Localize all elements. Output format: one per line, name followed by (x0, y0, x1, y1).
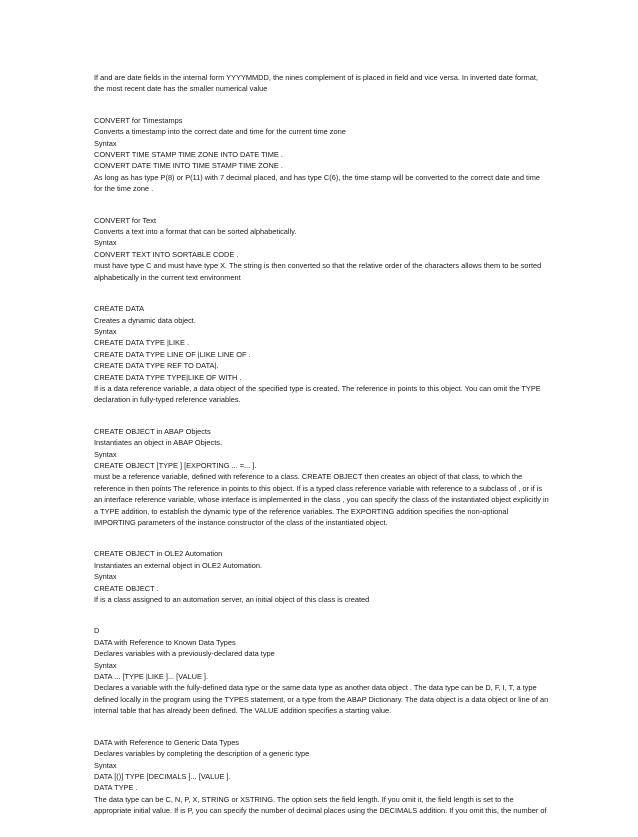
section-heading: DATA with Reference to Known Data Types (94, 637, 236, 647)
text-line: appropriate initial value. If is P, you can specify the number of decimal places using the DECIMALS addition. If you omit this, the number of (94, 806, 547, 816)
text-line: CREATE OBJECT . (94, 583, 159, 593)
section-data-generic-types (94, 737, 550, 817)
text-line: DATA ... [TYPE |LIKE ]... [VALUE ]. (94, 672, 209, 682)
text-line: CONVERT DATE TIME INTO TIME STAMP TIME ZONE . (94, 161, 283, 171)
text-line: Instantiates an object in ABAP Objects. (94, 438, 223, 448)
text-line: declaration in fully-typed reference variables. (94, 395, 241, 405)
section-create-object-abap (94, 426, 550, 529)
text-line: Syntax (94, 449, 117, 459)
text-line: Declares variables with a previously-declared data type (94, 649, 275, 659)
section-data-known-types (94, 625, 550, 716)
text-line: IMPORTING parameters of the instance constructor of the class of the instantiated object. (94, 518, 388, 527)
text-line: Creates a dynamic data object. (94, 315, 196, 325)
text-line: CREATE OBJECT [TYPE ] [EXPORTING ... =... ]. (94, 460, 257, 470)
text-line: Syntax (94, 760, 117, 770)
text-line: Syntax (94, 572, 117, 582)
text-line: Converts a timestamp into the correct date and time for the current time zone (94, 127, 346, 137)
section-create-object-ole2 (94, 548, 550, 605)
text-line: alphabetically in the current text environment (94, 272, 241, 282)
text-line: If and are date fields in the internal form YYYYMMDD, the nines complement of is placed in field and vice versa. In inverted date format, (94, 73, 538, 82)
text-line: CREATE DATA TYPE REF TO DATA|. (94, 361, 219, 371)
text-line: an interface reference variable, whose interface is implemented in the class , you can specify the class of the instantiated object explicitly in (94, 495, 549, 505)
text-line: must be a reference variable, defined with reference to a class. CREATE OBJECT then creates an object of that class, to which the (94, 472, 523, 482)
text-line: Syntax (94, 138, 117, 148)
text-line: Declares variables by completing the description of a generic type (94, 749, 310, 759)
text-line: a TYPE addition, to establish the dynamic type of the reference variables. The EXPORTING addition specifies the non-optional (94, 506, 509, 516)
section-convert-text (94, 215, 550, 283)
text-line: defined locally in the program using the TYPES statement, or a type from the ABAP Dictionary. The data object is a data object or line of an (94, 694, 549, 704)
text-line: The data type can be C, N, P, X, STRING or XSTRING. The option sets the field length. If you omit it, the field length is set to the (94, 794, 514, 804)
text-line: DATA TYPE . (94, 783, 138, 793)
text-line: If is a class assigned to an automation server, an initial object of this class is created (94, 595, 370, 605)
document-page (94, 72, 550, 837)
letter-heading: D (94, 626, 100, 636)
section-create-data (94, 303, 550, 406)
section-heading: CREATE OBJECT in ABAP Objects (94, 426, 211, 436)
text-line: CONVERT TIME STAMP TIME ZONE INTO DATE TIME . (94, 150, 283, 160)
text-line: If is a data reference variable, a data object of the specified type is created. The reference in points to this object. You can omit the TYPE (94, 383, 541, 393)
text-line: CREATE DATA TYPE TYPE|LIKE OF WITH . (94, 372, 242, 382)
text-line: for the time zone . (94, 184, 154, 194)
section-heading: DATA with Reference to Generic Data Types (94, 737, 240, 747)
text-line: CREATE DATA TYPE |LIKE . (94, 338, 190, 348)
section-heading: CREATE OBJECT in OLE2 Automation (94, 549, 223, 559)
text-line: Syntax (94, 660, 117, 670)
text-line: Converts a text into a format that can be sorted alphabetically. (94, 227, 297, 237)
text-line: the most recent date has the smaller numerical value (94, 84, 268, 94)
text-line: Syntax (94, 326, 117, 336)
text-line: must have type C and must have type X. The string is then converted so that the relative order of the characters allows them to be sorted (94, 261, 542, 271)
text-line: As long as has type P(8) or P(11) with 7 decimal placed, and has type C(6), the time stamp will be converted to the correct date and time (94, 172, 540, 182)
text-line: Instantiates an external object in OLE2 Automation. (94, 560, 263, 570)
intro-paragraph (94, 72, 550, 95)
text-line: reference in then points The reference in points to this object. If is a typed class reference variable with reference to a subclass of , or if is (94, 483, 543, 493)
text-line: CREATE DATA TYPE LINE OF |LIKE LINE OF . (94, 349, 251, 359)
section-heading: CREATE DATA (94, 304, 145, 314)
text-line: CONVERT TEXT INTO SORTABLE CODE . (94, 249, 239, 259)
section-convert-timestamps (94, 115, 550, 195)
section-heading: CONVERT for Text (94, 215, 157, 225)
text-line: Declares a variable with the fully-defined data type or the same data type as another data object . The data type can be D, F, I, T, a type (94, 683, 537, 693)
text-line: Syntax (94, 238, 117, 248)
text-line: internal table that has already been defined. The VALUE addition specifies a starting value. (94, 706, 392, 716)
text-line: DATA [()] TYPE [DECIMALS ]... [VALUE ]. (94, 771, 231, 781)
section-heading: CONVERT for Timestamps (94, 115, 183, 125)
